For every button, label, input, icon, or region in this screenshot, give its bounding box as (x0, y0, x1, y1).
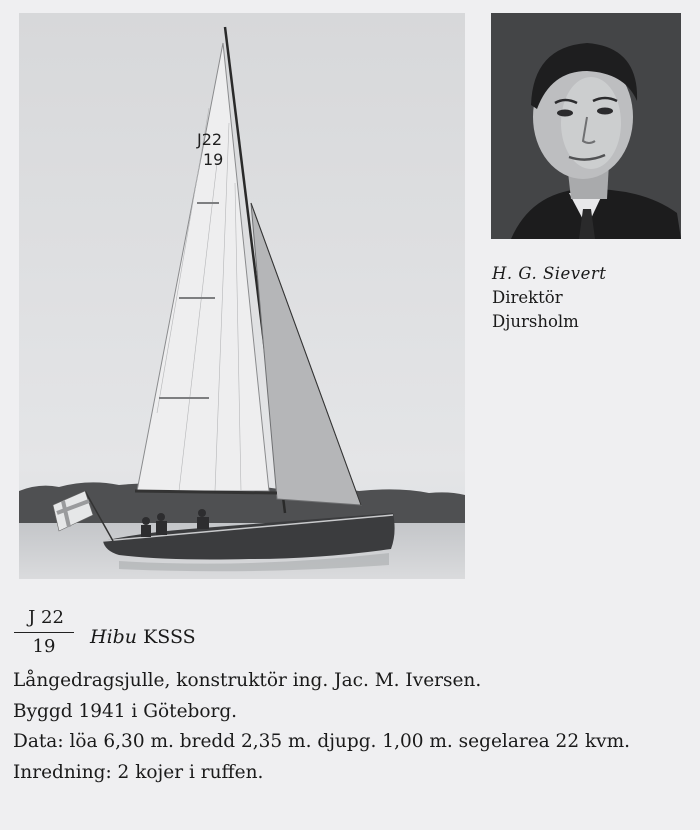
sail-number-lower: 19 (32, 636, 56, 657)
design-line: Långedragsjulle, konstruktör ing. Jac. M. Iversen. (13, 670, 482, 691)
boat-description (13, 666, 693, 788)
boat-club: KSSS (143, 626, 196, 648)
sail-number-mark (14, 607, 74, 657)
boat-name: Hibu (90, 626, 138, 648)
interior-line: Inredning: 2 kojer i ruffen. (13, 761, 264, 783)
fraction-rule (14, 632, 74, 633)
sail-number-text: 19 (203, 150, 224, 169)
portrait-photo (491, 13, 681, 239)
built-line: Byggd 1941 i Göteborg. (13, 700, 238, 722)
portrait-caption (492, 262, 606, 334)
boat-heading (90, 626, 196, 648)
owner-location: Djursholm (492, 312, 579, 331)
data-line: Data: löa 6,30 m. bredd 2,35 m. djupg. 1,00 m. segelarea 22 kvm. (13, 731, 631, 752)
sail-number-text: J22 (197, 130, 223, 149)
sailboat-photo (19, 13, 465, 579)
owner-title: Direktör (492, 288, 563, 307)
owner-name: H. G. Sievert (492, 264, 607, 283)
sail-number-upper: J 22 (28, 607, 64, 628)
